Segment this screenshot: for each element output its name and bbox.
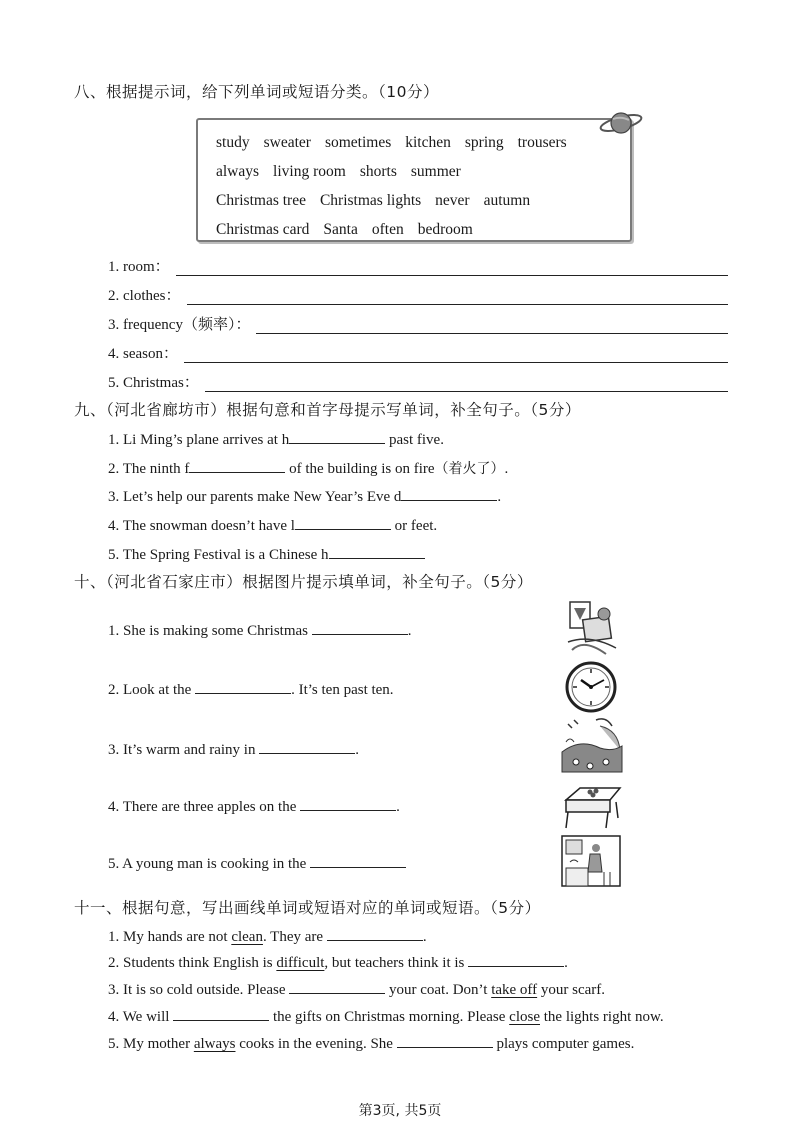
category-row-season — [108, 341, 728, 363]
word-item: Christmas card — [216, 220, 310, 238]
question-text: . — [355, 742, 359, 758]
question-11-1 — [108, 925, 427, 946]
question-9-2 — [108, 457, 508, 478]
answer-blank[interactable] — [195, 678, 291, 694]
word-item: living room — [273, 162, 346, 180]
question-text: 1. Li Ming’s plane arrives at h — [108, 432, 290, 448]
question-text: . — [422, 929, 427, 945]
question-text: your coat. Don’t — [385, 982, 492, 998]
question-text: cooks in the evening. She — [235, 1036, 397, 1052]
question-11-3 — [108, 978, 605, 999]
question-text: 3. Let’s help our parents make New Year’s Eve d — [108, 489, 402, 505]
question-text: past five. — [385, 432, 444, 448]
answer-line[interactable] — [176, 259, 728, 276]
question-text: 4. We will — [108, 1009, 174, 1025]
question-text: 5. A young man is cooking in the — [108, 856, 311, 872]
card-picture-icon — [560, 598, 622, 656]
category-row-room — [108, 254, 728, 276]
question-9-1 — [108, 428, 444, 449]
answer-blank[interactable] — [329, 543, 425, 559]
word-item: Christmas lights — [319, 191, 422, 209]
answer-blank[interactable] — [259, 738, 355, 754]
clock-icon — [560, 660, 622, 714]
question-text: or feet. — [390, 518, 438, 534]
category-row-clothes — [108, 283, 728, 305]
word-item: sometimes — [324, 133, 392, 151]
category-label: 2. clothes： — [108, 288, 181, 304]
answer-blank[interactable] — [468, 951, 564, 967]
question-text: 1. She is making some Christmas — [108, 623, 312, 639]
answer-line[interactable] — [205, 375, 728, 392]
underlined-word: always — [193, 1036, 236, 1052]
question-text: . — [564, 955, 568, 971]
question-text: . They are — [262, 929, 327, 945]
planet-icon — [598, 106, 644, 140]
section-10-title: 十、（河北省石家庄市）根据图片提示填单词，补全句子。（5分） — [74, 573, 533, 591]
question-text: 4. The snowman doesn’t have l — [108, 518, 295, 534]
table-icon — [560, 778, 624, 832]
word-item: autumn — [483, 191, 531, 209]
answer-blank[interactable] — [312, 619, 408, 635]
answer-blank[interactable] — [189, 457, 285, 473]
answer-blank[interactable] — [295, 514, 391, 530]
underlined-word: difficult — [276, 955, 325, 971]
question-11-4 — [108, 1005, 664, 1026]
question-text: the lights right now. — [540, 1009, 664, 1025]
question-text: . It’s ten past ten. — [291, 682, 394, 698]
word-item: bedroom — [417, 220, 473, 238]
answer-blank[interactable] — [289, 978, 385, 994]
question-text: plays computer games. — [492, 1036, 635, 1052]
category-label: 5. Christmas： — [108, 375, 199, 391]
question-10-1 — [108, 619, 412, 640]
question-text: . — [504, 461, 509, 477]
word-item: study — [216, 133, 250, 151]
answer-blank[interactable] — [401, 485, 497, 501]
question-text: your scarf. — [537, 982, 606, 998]
answer-blank[interactable] — [173, 1005, 269, 1021]
hint-text: （着火了） — [434, 461, 505, 477]
question-text: 4. There are three apples on the — [108, 799, 301, 815]
word-bank-row-3 — [216, 186, 630, 215]
answer-blank[interactable] — [289, 428, 385, 444]
word-item: kitchen — [405, 133, 451, 151]
word-item: trousers — [517, 133, 567, 151]
category-row-christmas — [108, 370, 728, 392]
word-item: shorts — [359, 162, 397, 180]
question-text: . — [407, 623, 412, 639]
answer-line[interactable] — [184, 346, 728, 363]
question-text: 2. Students think English is — [108, 955, 277, 971]
answer-blank[interactable] — [397, 1032, 493, 1048]
question-text: , but teachers think it is — [324, 955, 469, 971]
question-9-5 — [108, 543, 425, 564]
question-text: 3. It is so cold outside. Please — [108, 982, 290, 998]
word-bank-row-1 — [216, 128, 630, 157]
question-11-2 — [108, 951, 568, 972]
question-text: of the building is on fire — [285, 461, 435, 477]
question-text: . — [396, 799, 400, 815]
question-text: the gifts on Christmas morning. Please — [269, 1009, 510, 1025]
question-text: 5. My mother — [108, 1036, 194, 1052]
question-9-3 — [108, 485, 501, 506]
question-text: 2. The ninth f — [108, 461, 190, 477]
answer-blank[interactable] — [300, 795, 396, 811]
question-text: 1. My hands are not — [108, 929, 232, 945]
section-9-title: 九、（河北省廊坊市）根据句意和首字母提示写单词，补全句子。（5分） — [74, 401, 581, 419]
section-11-title: 十一、根据句意，写出画线单词或短语对应的单词或短语。（5分） — [74, 899, 541, 917]
question-text: 5. The Spring Festival is a Chinese h — [108, 547, 329, 563]
question-text: 3. It’s warm and rainy in — [108, 742, 260, 758]
answer-line[interactable] — [256, 317, 728, 334]
word-item: never — [435, 191, 470, 209]
section-8-title: 八、根据提示词，给下列单词或短语分类。（10分） — [74, 83, 439, 101]
answer-blank[interactable] — [327, 925, 423, 941]
category-label: 3. frequency（频率）： — [108, 317, 251, 333]
word-item: always — [216, 162, 260, 180]
answer-line[interactable] — [187, 288, 729, 305]
category-row-frequency — [108, 312, 728, 334]
word-bank-row-4 — [216, 215, 630, 244]
question-10-2 — [108, 678, 394, 699]
question-9-4 — [108, 514, 437, 535]
question-10-5 — [108, 852, 406, 873]
question-10-4 — [108, 795, 400, 816]
question-text: . — [497, 489, 502, 505]
word-item: Christmas tree — [216, 191, 306, 209]
question-11-5 — [108, 1032, 634, 1053]
spring-picture-icon — [560, 716, 624, 774]
category-label: 1. room： — [108, 259, 170, 275]
question-10-3 — [108, 738, 359, 759]
underlined-word: take off — [491, 982, 538, 998]
word-item: often — [371, 220, 404, 238]
word-item: summer — [410, 162, 461, 180]
question-text: 2. Look at the — [108, 682, 196, 698]
underlined-word: close — [509, 1009, 540, 1025]
page-number: 第3页, 共5页 — [358, 1103, 442, 1119]
word-bank-row-2 — [216, 157, 630, 186]
word-bank-box — [196, 118, 632, 242]
word-item: spring — [464, 133, 504, 151]
answer-blank[interactable] — [310, 852, 406, 868]
kitchen-picture-icon — [560, 832, 624, 890]
word-item: sweater — [263, 133, 311, 151]
word-item: Santa — [323, 220, 358, 238]
category-label: 4. season： — [108, 346, 178, 362]
underlined-word: clean — [231, 929, 263, 945]
